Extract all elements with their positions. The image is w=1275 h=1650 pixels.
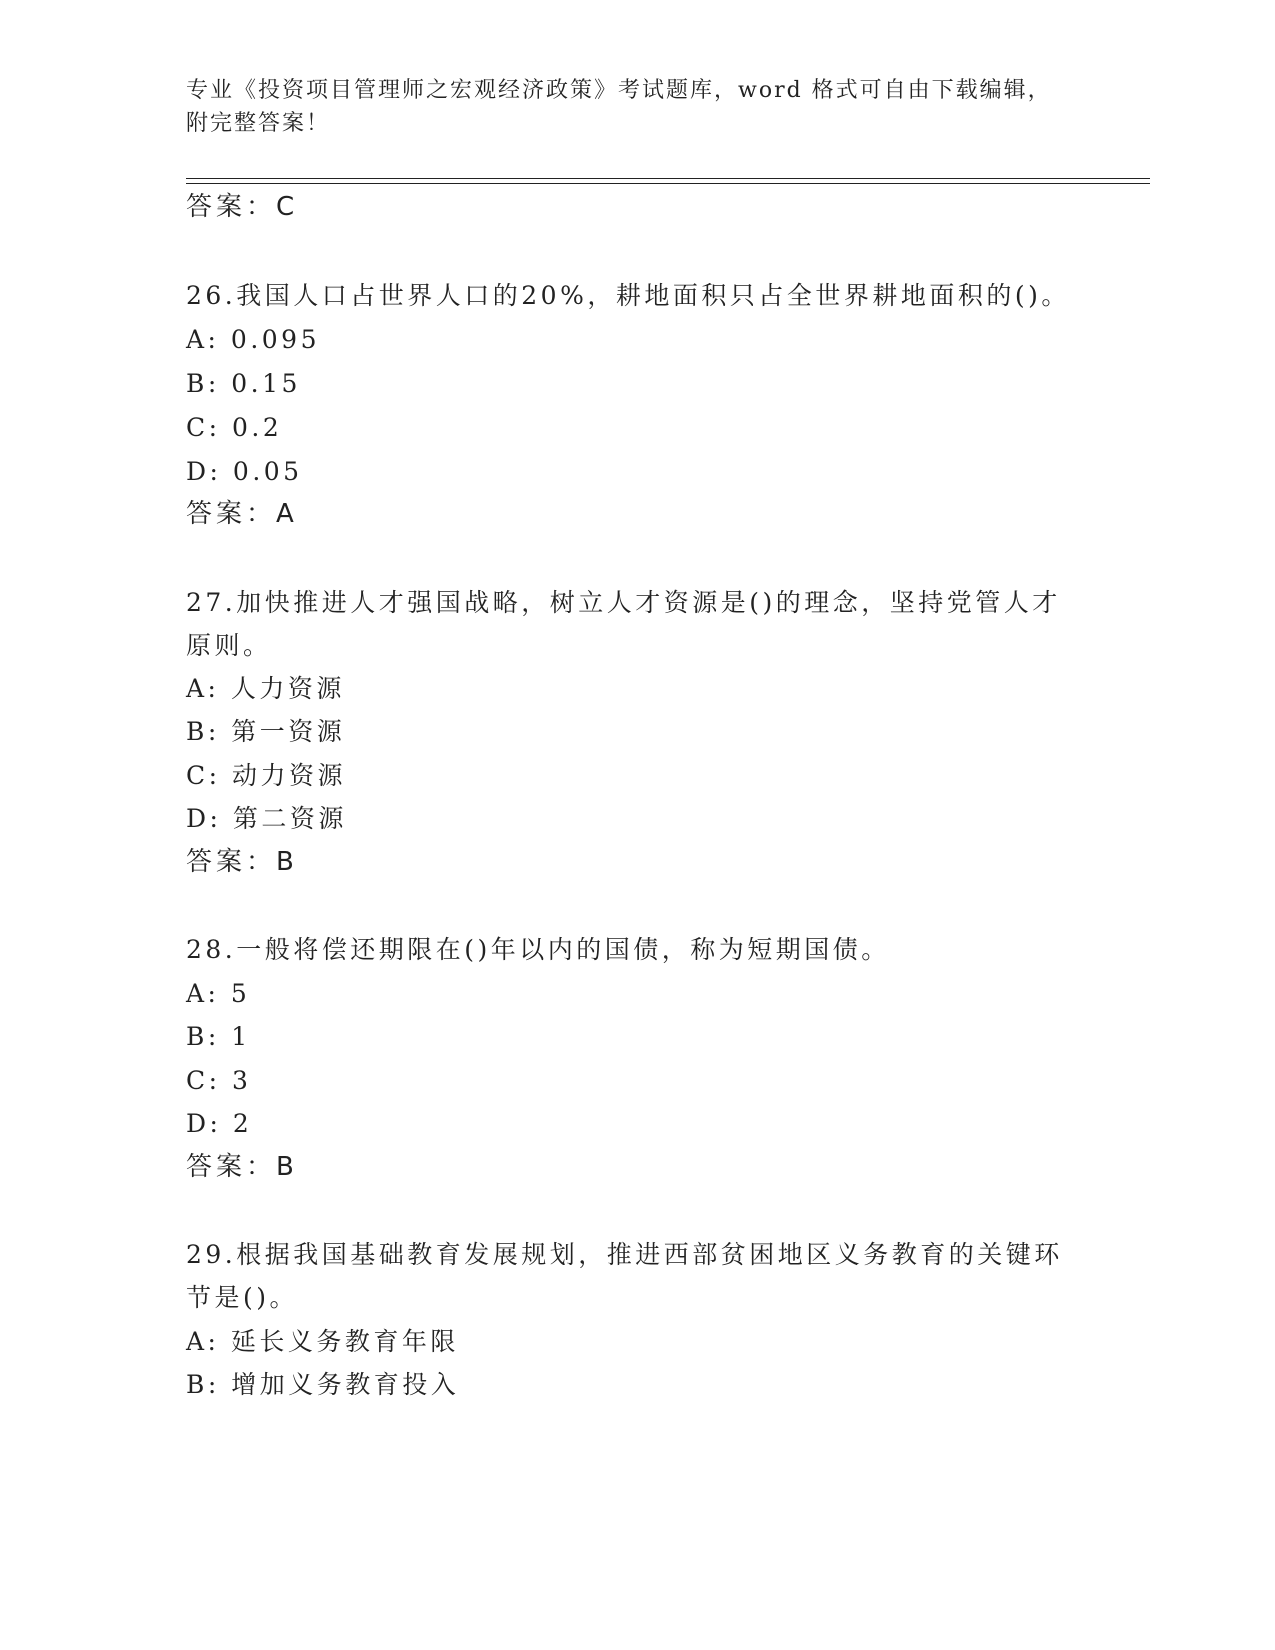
header-line-1: 专业《投资项目管理师之宏观经济政策》考试题库，word 格式可自由下载编辑， (186, 78, 1052, 103)
document-header (186, 74, 1086, 140)
question-28-option-d: D: 2 (186, 1109, 253, 1138)
question-26-option-d: D: 0.05 (186, 457, 303, 486)
question-29-stem-line-1: 29.根据我国基础教育发展规划，推进西部贫困地区义务教育的关键环 (186, 1240, 1063, 1269)
answer-label: 答案： (186, 847, 277, 877)
question-29-option-b: B: 增加义务教育投入 (186, 1370, 460, 1399)
question-28-option-a: A: 5 (186, 979, 251, 1008)
header-line-2: 附完整答案！ (186, 111, 331, 136)
answer-value: A (276, 499, 296, 529)
question-27-option-d: D: 第二资源 (186, 804, 347, 833)
question-27-stem-line-1: 27.加快推进人才强国战略，树立人才资源是()的理念，坚持党管人才 (186, 588, 1061, 617)
question-27-stem-line-2: 原则。 (186, 631, 272, 660)
question-28-option-b: B: 1 (186, 1022, 251, 1051)
answer-value: B (276, 847, 296, 877)
answer-label: 答案： (186, 192, 277, 222)
answer-value: B (276, 1152, 296, 1182)
previous-answer (186, 190, 296, 224)
question-27-option-c: C: 动力资源 (186, 761, 346, 790)
header-divider-top (186, 178, 1150, 179)
answer-label: 答案： (186, 1152, 277, 1182)
question-29-option-a: A: 延长义务教育年限 (186, 1327, 459, 1356)
question-26-stem: 26.我国人口占世界人口的20%，耕地面积只占全世界耕地面积的()。 (186, 281, 1070, 310)
question-28-option-c: C: 3 (186, 1066, 252, 1095)
question-28-stem: 28.一般将偿还期限在()年以内的国债，称为短期国债。 (186, 935, 890, 964)
question-27-option-a: A: 人力资源 (186, 674, 345, 703)
question-27-option-b: B: 第一资源 (186, 717, 346, 746)
question-26-answer (186, 497, 296, 531)
header-divider-bottom (186, 183, 1150, 184)
answer-value: C (276, 192, 297, 222)
answer-label: 答案： (186, 499, 277, 529)
question-26-option-a: A: 0.095 (186, 325, 320, 354)
question-29-stem-line-2: 节是()。 (186, 1283, 299, 1312)
question-27-answer (186, 845, 296, 879)
question-26-option-c: C: 0.2 (186, 413, 283, 442)
question-26-option-b: B: 0.15 (186, 369, 301, 398)
question-28-answer (186, 1150, 296, 1184)
